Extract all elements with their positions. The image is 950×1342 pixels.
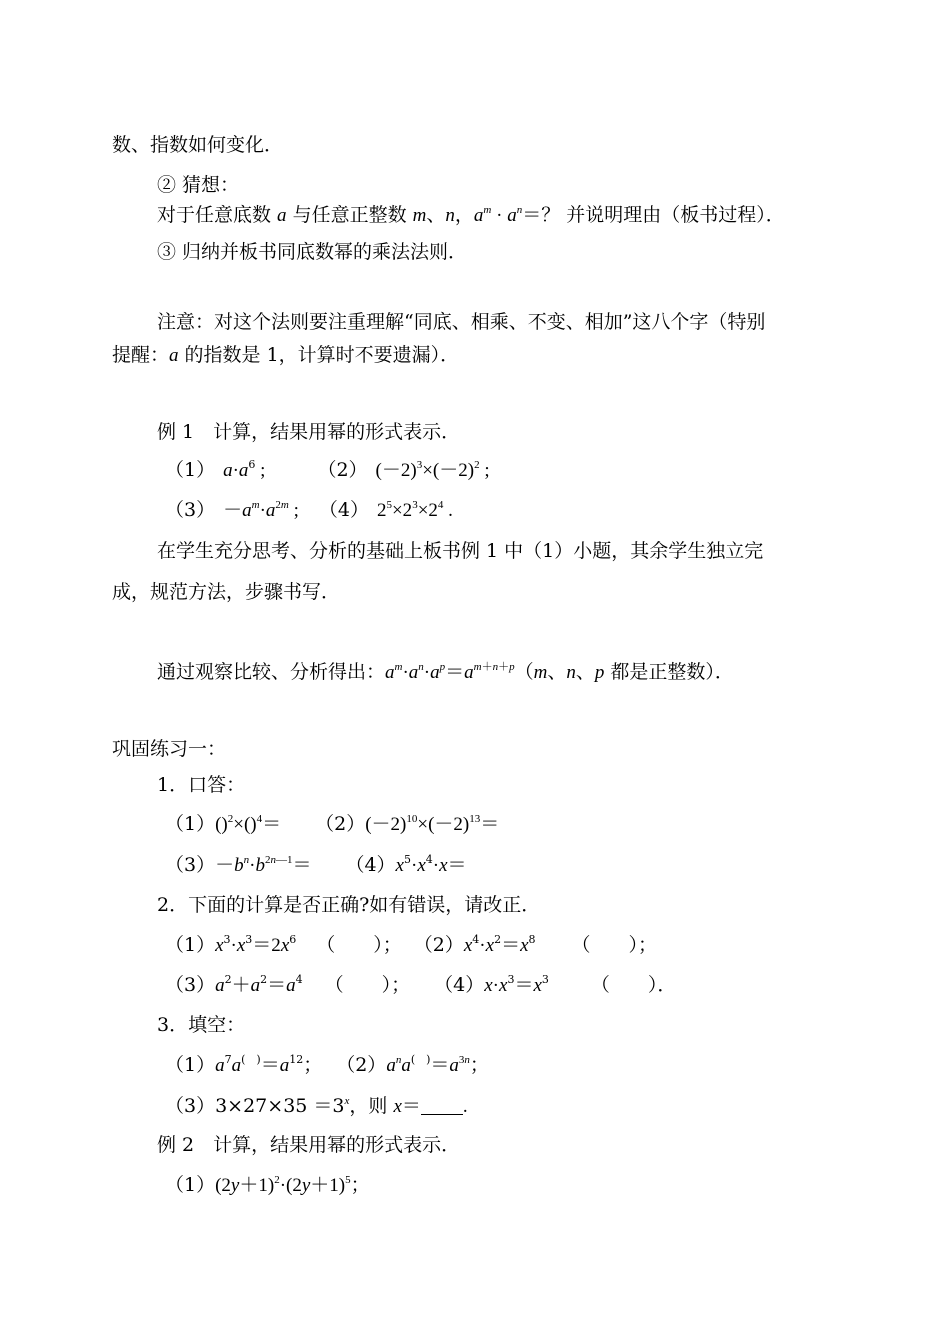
exercise-1-q3-title: 3．填空： (157, 1014, 246, 1036)
example-2-item-1: $(1)(2y+1)^2\cdot(2y+1)^5$； (165, 1174, 370, 1196)
exercise-1-q1-a: $(1)()^2\times()^4= (2)(-2)^{10}\times(-2)^{13}=$ (165, 813, 500, 835)
exercise-1-q2-b: $(3)a^2+a^2=a^4$ （ ）； $(4)x\cdot x^3=x^3$ （ ）． (165, 973, 677, 996)
exercise-1-q3-b: $(3)3\times 27\times 35 =3^x$，则 x＝ . (165, 1095, 468, 1117)
example-1-title: 例 1 计算，结果用幂的形式表示． (157, 421, 461, 443)
answer-blank (421, 1096, 463, 1115)
exercise-1-title: 巩固练习一： (112, 738, 227, 760)
example-1-items-a: （1） $a\cdot a^6$ ; （2） $(-2)^3\times(-2)^2$ ; (165, 458, 490, 481)
example-2-title: 例 2 计算，结果用幂的形式表示． (157, 1134, 461, 1156)
text-line-rule: ③ 归纳并板书同底数幂的乘法法则． (157, 241, 468, 263)
example-1-items-b: $(3) -a^m\cdot a^{2m}$ ; （4） $2^5\times 2^3\times 2^4$ . (165, 499, 453, 521)
exercise-1-q2-title: 2．下面的计算是否正确?如有错误，请改正． (157, 894, 541, 916)
exercise-1-q3-a: $(1)a^7a^{( )}=a^{12}$； $(2)a^na^{( )}=a^{3n}$； (165, 1053, 489, 1076)
exercise-1-q2-a: $(1)x^3\cdot x^3=2x^6$ （ ）； $(2)x^4\cdot x^2=x^8$ （ ）； (165, 933, 658, 956)
text-line-note: 注意：对这个法则要注重理解“同底、相乘、不变、相加”这八个字（特别 (157, 311, 766, 333)
exercise-1-q1-b: $(3)-b^n\cdot b^{2n—1}= (4)x^5\cdot x^4\cdot x=$ (165, 853, 467, 876)
text-line-question: 对于任意底数 a 与任意正整数 m、n，$a^m \cdot a^n=$？ 并说明理由（板书过程）． (157, 204, 785, 226)
text-line: 数、指数如何变化． (112, 134, 284, 156)
text-line-guess: ② 猜想： (157, 174, 240, 196)
exercise-1-q1-title: 1．口答： (157, 774, 246, 796)
text-line-note-cont: 提醒：a 的指数是 1，计算时不要遗漏）． (112, 344, 460, 366)
text-line-board: 在学生充分思考、分析的基础上板书例 1 中（1）小题，其余学生独立完 (157, 540, 764, 562)
text-line-board-cont: 成，规范方法，步骤书写． (112, 581, 341, 603)
text-line-conclusion: 通过观察比较、分析得出：$a^m\cdot a^n\cdot a^p=a^{m+n+p}(m$、n、p 都是正整数）． (157, 661, 734, 683)
